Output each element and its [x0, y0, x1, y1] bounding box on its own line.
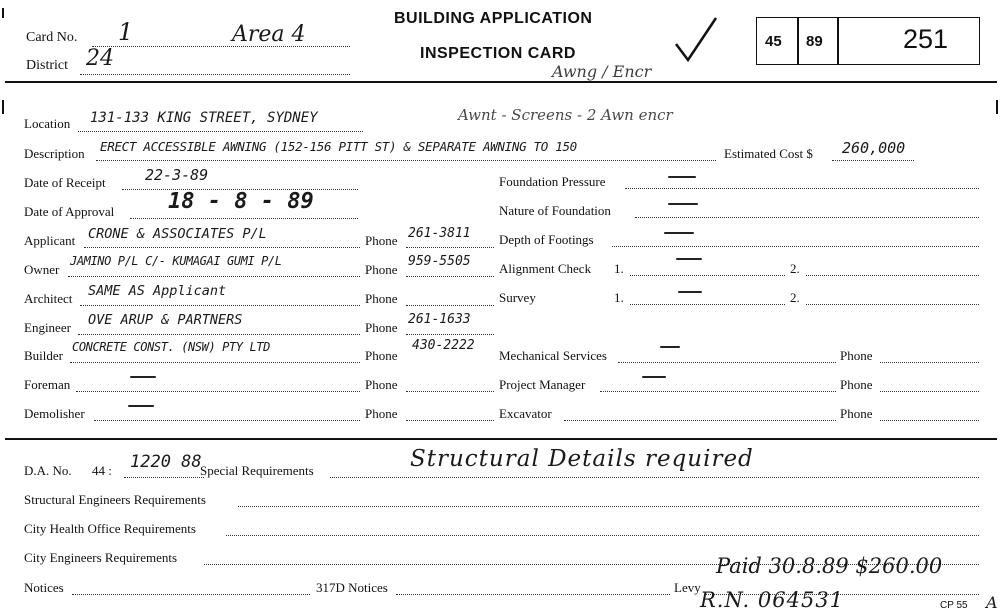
reference-divider-2: [837, 17, 839, 65]
notices-317d-line: [396, 594, 670, 595]
architect-phone-line: [406, 305, 494, 306]
reference-box-c: 251: [903, 24, 949, 54]
date-approval-label: Date of Approval: [24, 204, 115, 219]
mechanical-label: Mechanical Services: [499, 348, 607, 363]
depth-footings-label: Depth of Footings: [499, 232, 594, 247]
mechanical-dash: [660, 346, 680, 348]
engineer-phone-line: [406, 334, 494, 335]
da-value: 1220 88: [130, 452, 202, 472]
builder-label: Builder: [24, 348, 63, 363]
project-manager-label: Project Manager: [499, 377, 586, 392]
applicant-value: CRONE & ASSOCIATES P/L: [88, 226, 267, 242]
demolisher-label: Demolisher: [24, 406, 85, 421]
location-label: Location: [24, 116, 71, 131]
excavator-phone-label: Phone: [840, 406, 873, 421]
builder-value: CONCRETE CONST. (NSW) PTY LTD: [72, 340, 270, 354]
builder-phone-label: Phone: [365, 348, 398, 363]
alignment-check-dash: [676, 258, 702, 260]
survey-dash: [678, 291, 702, 293]
foreman-dash: [130, 376, 156, 378]
survey-1-label: 1.: [614, 290, 624, 305]
engineer-line: [78, 334, 360, 335]
mechanical-line: [618, 362, 836, 363]
location-value: 131-133 KING STREET, SYDNEY: [90, 110, 318, 126]
architect-phone-label: Phone: [365, 291, 398, 306]
foundation-pressure-dash: [668, 176, 696, 178]
section-rule: [5, 438, 997, 440]
receipt-number: R.N. 064531: [700, 588, 845, 612]
foreman-phone-line: [406, 391, 494, 392]
title-line-1: BUILDING APPLICATION: [394, 10, 593, 27]
excavator-line: [564, 420, 836, 421]
foundation-pressure-line: [625, 188, 979, 189]
applicant-line: [84, 247, 360, 248]
owner-label: Owner: [24, 262, 60, 277]
estimated-cost-line: [832, 160, 914, 161]
location-note: Awnt - Screens - 2 Awn encr: [458, 106, 673, 124]
margin-tick-top: [2, 8, 4, 18]
alignment-check-label: Alignment Check: [499, 261, 592, 276]
builder-line: [70, 362, 360, 363]
survey-2-line: [806, 304, 979, 305]
structural-requirements-line: [238, 506, 979, 507]
owner-value: JAMINO P/L C/- KUMAGAI GUMI P/L: [70, 254, 282, 268]
health-requirements-line: [226, 535, 979, 536]
da-line: [124, 477, 204, 478]
date-approval-line: [130, 218, 358, 219]
applicant-label: Applicant: [24, 233, 76, 248]
depth-footings-dash: [664, 232, 694, 234]
engineer-value: OVE ARUP & PARTNERS: [88, 312, 243, 328]
architect-line: [80, 305, 360, 306]
reference-divider-1: [797, 17, 799, 65]
mechanical-phone-line: [880, 362, 979, 363]
applicant-phone-line: [406, 247, 494, 248]
notices-317d-label: 317D Notices: [316, 580, 388, 595]
location-line: [78, 131, 363, 132]
margin-tick-mid: [2, 100, 4, 114]
card-no-value: 1: [118, 18, 134, 46]
description-value: ERECT ACCESSIBLE AWNING (152-156 PITT ST) & SEPARATE AWNING TO 150: [100, 139, 577, 154]
checkmark-icon: [672, 14, 722, 64]
nature-foundation-dash: [668, 203, 698, 205]
engineer-label: Engineer: [24, 320, 71, 335]
date-receipt-label: Date of Receipt: [24, 175, 106, 190]
foreman-label: Foreman: [24, 377, 71, 392]
demolisher-phone-line: [406, 420, 494, 421]
survey-label: Survey: [499, 290, 536, 305]
title-line-2: INSPECTION CARD: [420, 45, 576, 62]
area-note: Area 4: [232, 22, 306, 47]
alignment-check-1-label: 1.: [614, 261, 624, 276]
demolisher-dash: [128, 405, 154, 407]
structural-requirements-label: Structural Engineers Requirements: [24, 492, 206, 507]
builder-phone: 430-2222: [412, 338, 475, 353]
project-manager-phone-label: Phone: [840, 377, 873, 392]
alignment-check-1-line: [630, 275, 785, 276]
survey-2-label: 2.: [790, 290, 800, 305]
foreman-line: [76, 391, 360, 392]
nature-foundation-line: [635, 217, 979, 218]
estimated-cost-label: Estimated Cost $: [724, 146, 813, 161]
description-line: [96, 160, 716, 161]
architect-label: Architect: [24, 291, 73, 306]
depth-footings-line: [612, 246, 979, 247]
notices-line: [72, 594, 310, 595]
da-label: D.A. No.: [24, 463, 72, 478]
project-manager-line: [600, 391, 836, 392]
district-line: [80, 74, 350, 75]
owner-phone-line: [406, 276, 494, 277]
excavator-phone-line: [880, 420, 979, 421]
form-code: CP 55: [940, 600, 968, 611]
city-engineers-label: City Engineers Requirements: [24, 550, 178, 565]
district-label: District: [26, 58, 68, 73]
margin-mark: A: [986, 593, 998, 612]
special-requirements-value: Structural Details required: [410, 446, 754, 472]
reference-box-a: 45: [765, 33, 782, 50]
mechanical-phone-label: Phone: [840, 348, 873, 363]
description-label: Description: [24, 146, 85, 161]
card-no-line: [92, 46, 350, 47]
excavator-label: Excavator: [499, 406, 552, 421]
project-manager-dash: [642, 376, 666, 378]
special-requirements-label: Special Requirements: [200, 463, 314, 478]
owner-phone: 959-5505: [408, 254, 471, 269]
foundation-pressure-label: Foundation Pressure: [499, 174, 606, 189]
applicant-phone-label: Phone: [365, 233, 398, 248]
date-approval-value: 18 - 8 - 89: [168, 189, 314, 214]
notices-label: Notices: [24, 580, 64, 595]
engineer-phone-label: Phone: [365, 320, 398, 335]
header-scribble: Awng / Encr: [552, 62, 652, 81]
nature-foundation-label: Nature of Foundation: [499, 203, 611, 218]
district-value: 24: [86, 46, 114, 71]
estimated-cost-value: 260,000: [842, 139, 906, 157]
margin-tick-right: [996, 100, 998, 114]
foreman-phone-label: Phone: [365, 377, 398, 392]
alignment-check-2-line: [806, 275, 979, 276]
owner-phone-label: Phone: [365, 262, 398, 277]
da-prefix: 44 :: [92, 463, 112, 478]
applicant-phone: 261-3811: [408, 226, 471, 241]
architect-value: SAME AS Applicant: [88, 283, 227, 299]
card-no-label: Card No.: [26, 30, 78, 45]
demolisher-line: [94, 420, 360, 421]
alignment-check-2-label: 2.: [790, 261, 800, 276]
header-rule: [5, 81, 997, 83]
special-requirements-line: [330, 477, 979, 478]
reference-box-b: 89: [806, 33, 823, 50]
engineer-phone: 261-1633: [408, 312, 471, 327]
date-receipt-value: 22-3-89: [145, 166, 209, 184]
health-requirements-label: City Health Office Requirements: [24, 521, 196, 536]
survey-1-line: [630, 304, 785, 305]
owner-line: [68, 276, 360, 277]
demolisher-phone-label: Phone: [365, 406, 398, 421]
levy-paid-note: Paid 30.8.89 $260.00: [716, 554, 943, 578]
project-manager-phone-line: [880, 391, 979, 392]
levy-label: Levy: [674, 580, 701, 595]
